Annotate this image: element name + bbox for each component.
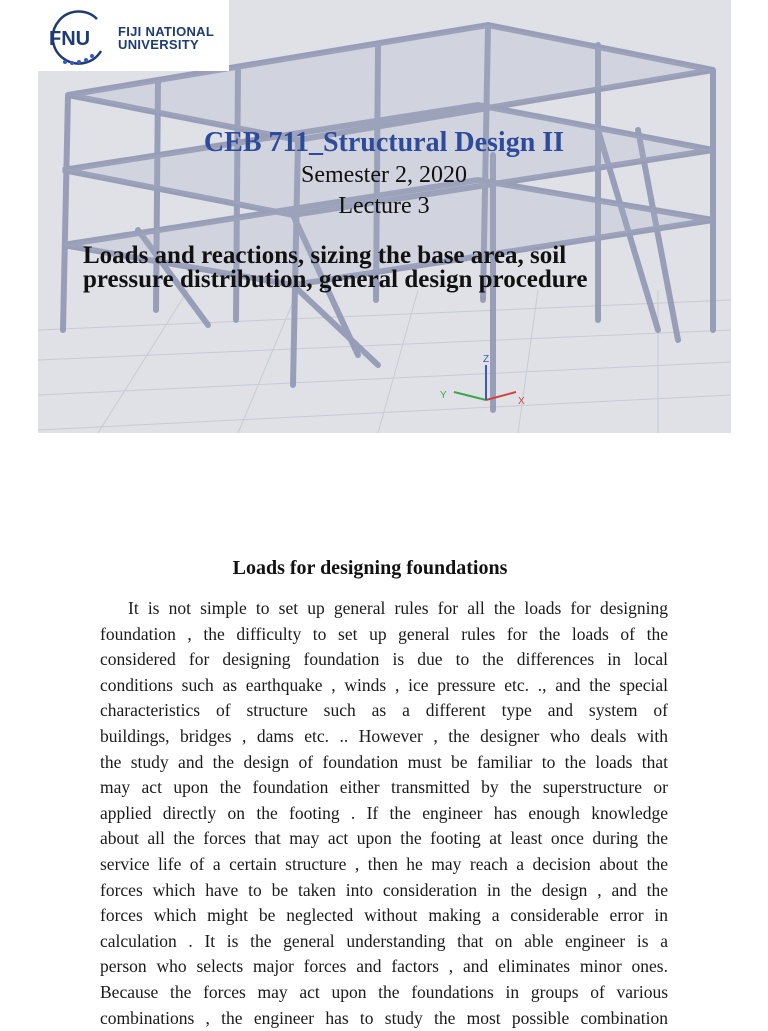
fnu-logo-mark-icon	[45, 9, 105, 65]
axis-y-label: Y	[440, 390, 447, 401]
paragraph-line: forces which might be neglected without making a considerable error in	[100, 903, 668, 929]
lecture-label: Lecture 3	[0, 193, 768, 220]
logo-line-1: FIJI NATIONAL	[118, 25, 214, 38]
paragraph-line: the study and the design of foundation must be familiar to the loads that	[100, 750, 668, 776]
paragraph-line: conditions such as earthquake , winds , ice pressure etc. ., and the special	[100, 673, 668, 699]
paragraph-line: considered for designing foundation is due to the differences in local	[100, 647, 668, 673]
course-title: CEB 711_Structural Design II	[0, 127, 768, 159]
paragraph-line: Because the forces may act upon the foundations in groups of various	[100, 980, 668, 1006]
fnu-logo	[38, 0, 229, 71]
paragraph-line: combinations , the engineer has to study the most possible combination	[100, 1006, 668, 1031]
paragraph-line: It is not simple to set up general rules for all the loads for designing	[100, 596, 668, 622]
semester-label: Semester 2, 2020	[0, 162, 768, 189]
axis-z-label: Z	[483, 354, 489, 365]
paragraph-line: person who selects major forces and factors , and eliminates minor ones.	[100, 954, 668, 980]
logo-mark-text: FNU	[49, 28, 90, 50]
paragraph-line: characteristics of structure such as a different type and system of	[100, 698, 668, 724]
paragraph-line: about all the forces that may act upon the footing at least once during the	[100, 826, 668, 852]
paragraph-line: foundation , the difficulty to set up general rules for the loads of the	[100, 622, 668, 648]
logo-wordmark	[118, 25, 214, 51]
document-paragraph	[100, 596, 668, 1031]
document-heading	[0, 557, 740, 580]
heading-text: Loads for designing foundations	[233, 557, 508, 580]
lecture-topic	[83, 244, 723, 292]
paragraph-line: calculation . It is the general understanding that on able engineer is a	[100, 929, 668, 955]
axis-x-label: X	[518, 396, 525, 407]
topic-line-1: Loads and reactions, sizing the base area, soil	[83, 244, 723, 268]
topic-line-2: pressure distribution, general design procedure	[83, 268, 723, 292]
logo-line-2: UNIVERSITY	[118, 38, 214, 51]
paragraph-line: applied directly on the footing . If the engineer has enough knowledge	[100, 801, 668, 827]
paragraph-line: service life of a certain structure , then he may reach a decision about the	[100, 852, 668, 878]
paragraph-line: may act upon the foundation either transmitted by the superstructure or	[100, 775, 668, 801]
paragraph-line: buildings, bridges , dams etc. .. However , the designer who deals with	[100, 724, 668, 750]
paragraph-line: forces which have to be taken into consideration in the design , and the	[100, 878, 668, 904]
